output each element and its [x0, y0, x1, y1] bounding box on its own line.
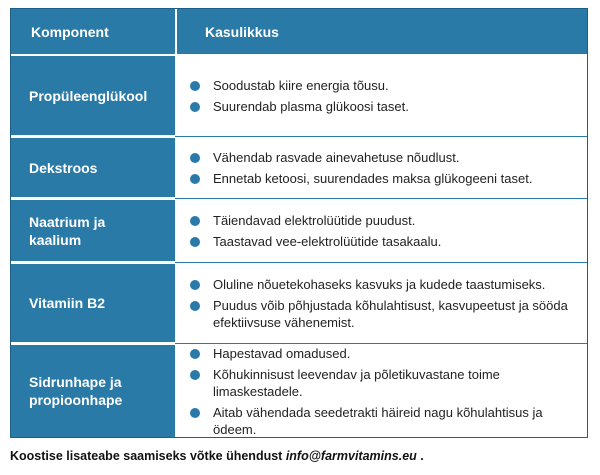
benefit-list — [175, 56, 587, 135]
benefit-item: Vähendab rasvade ainevahetuse nõudlust. — [190, 149, 587, 166]
bullet-icon — [190, 153, 200, 163]
header-benefit: Kasulikkus — [177, 9, 587, 54]
benefit-list — [175, 264, 587, 342]
table-row — [11, 345, 587, 437]
benefit-item: Soodustab kiire energia tõusu. — [190, 77, 587, 94]
benefit-list — [175, 200, 587, 261]
benefit-item: Aitab vähendada seedetrakti häireid nagu kõhulahtisus ja ödeem. — [190, 404, 587, 438]
benefit-item: Taastavad vee-elektrolüütide tasakaalu. — [190, 233, 587, 250]
component-label: Propüleenglükool — [11, 56, 175, 135]
component-label: Sidrunhape ja propioonhape — [11, 345, 175, 437]
components-table — [10, 8, 588, 438]
benefit-item: Puudus võib põhjustada kõhulahtisust, kasvupeetust ja sööda efektiivsuse vähenemist. — [190, 297, 587, 331]
header-component: Komponent — [11, 9, 175, 54]
benefit-item: Ennetab ketoosi, suurendades maksa glükogeeni taset. — [190, 170, 587, 187]
bullet-icon — [190, 174, 200, 184]
benefit-list — [175, 345, 587, 437]
bullet-icon — [190, 237, 200, 247]
row-divider — [175, 262, 587, 263]
row-divider — [175, 198, 587, 199]
bullet-icon — [190, 370, 200, 380]
bullet-icon — [190, 280, 200, 290]
benefit-item: Suurendab plasma glükoosi taset. — [190, 98, 587, 115]
bullet-icon — [190, 301, 200, 311]
component-label: Naatrium ja kaalium — [11, 200, 175, 261]
benefit-item: Oluline nõuetekohaseks kasvuks ja kudede taastumiseks. — [190, 276, 587, 293]
bullet-icon — [190, 349, 200, 359]
bullet-icon — [190, 81, 200, 91]
table-header — [11, 9, 587, 54]
contact-email[interactable]: info@farmvitamins.eu — [285, 449, 417, 463]
component-label: Vitamiin B2 — [11, 264, 175, 342]
benefit-item: Täiendavad elektrolüütide puudust. — [190, 212, 587, 229]
contact-note: Koostise lisateabe saamiseks võtke ühendust info@farmvitamins.eu . — [10, 449, 424, 463]
table-row — [11, 138, 587, 197]
benefit-item: Kõhukinnisust leevendav ja põletikuvastane toime limaskestadele. — [190, 366, 587, 400]
benefit-list — [175, 138, 587, 197]
component-label: Dekstroos — [11, 138, 175, 197]
table-row — [11, 264, 587, 342]
bullet-icon — [190, 216, 200, 226]
table-row — [11, 56, 587, 135]
row-divider — [175, 136, 587, 137]
benefit-item: Hapestavad omadused. — [190, 345, 587, 362]
bullet-icon — [190, 102, 200, 112]
bullet-icon — [190, 408, 200, 418]
table-row — [11, 200, 587, 261]
